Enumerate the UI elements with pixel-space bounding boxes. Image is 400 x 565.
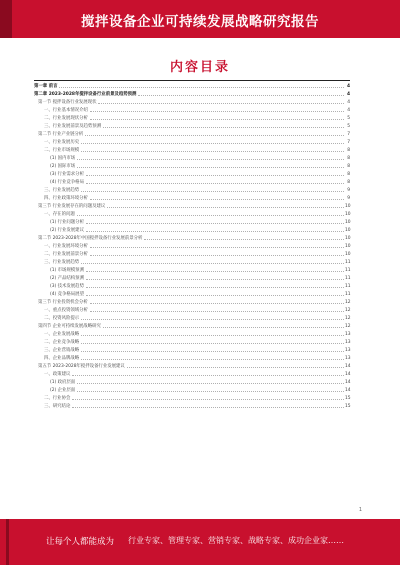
toc-entry-page: 12 xyxy=(345,307,351,313)
toc-entry-page: 14 xyxy=(345,387,351,393)
toc-leader-dots xyxy=(86,183,344,184)
toc-entry[interactable] xyxy=(34,306,350,314)
toc-entry[interactable] xyxy=(34,394,350,402)
toc-entry-label: (4) 竞争格局展望 xyxy=(50,292,84,297)
toc-entry-label: (1) 国内市场 xyxy=(50,156,76,161)
toc-entry-label: (1) 市场规模预测 xyxy=(50,268,84,273)
toc-leader-dots xyxy=(77,391,344,392)
toc-entry[interactable] xyxy=(34,290,350,298)
toc-leader-dots xyxy=(77,167,344,168)
toc-entry-label: 二、行业协会 xyxy=(44,396,71,401)
toc-entry[interactable] xyxy=(34,266,350,274)
toc-entry-label: 三、行业发展趋势 xyxy=(44,260,80,265)
toc-entry-label: 第二章 2023-2028年搅拌设备行业前景及趋势预测 xyxy=(34,92,137,97)
table-of-contents xyxy=(34,82,350,410)
toc-leader-dots xyxy=(72,375,344,376)
toc-entry-page: 10 xyxy=(345,211,351,217)
toc-entry[interactable] xyxy=(34,146,350,154)
toc-entry-page: 8 xyxy=(347,147,350,153)
toc-entry[interactable] xyxy=(34,322,350,330)
toc-leader-dots xyxy=(90,111,344,112)
toc-entry-label: 二、行业市场规模 xyxy=(44,148,80,153)
toc-entry-label: 一、存在的问题 xyxy=(44,212,75,217)
toc-entry-page: 13 xyxy=(345,347,351,353)
toc-entry-page: 8 xyxy=(347,179,350,185)
toc-entry[interactable] xyxy=(34,162,350,170)
report-title: 搅拌设备企业可持续发展战略研究报告 xyxy=(81,14,319,30)
toc-entry[interactable] xyxy=(34,362,350,370)
toc-entry-label: 第二节 行业产业链分析 xyxy=(38,132,84,137)
toc-entry-label: 一、企业发展战略 xyxy=(44,332,80,337)
toc-entry-page: 8 xyxy=(347,155,350,161)
toc-leader-dots xyxy=(81,359,344,360)
toc-entry[interactable] xyxy=(34,154,350,162)
toc-entry[interactable] xyxy=(34,138,350,146)
toc-entry[interactable] xyxy=(34,330,350,338)
toc-leader-dots xyxy=(86,223,344,224)
toc-entry-label: 三、行业发展趋势 xyxy=(44,188,80,193)
toc-entry-page: 9 xyxy=(347,187,350,193)
toc-entry-label: 二、投资风险提示 xyxy=(44,316,80,321)
toc-entry-page: 5 xyxy=(347,123,350,129)
toc-entry[interactable] xyxy=(34,218,350,226)
toc-leader-dots xyxy=(98,103,344,104)
toc-entry[interactable] xyxy=(34,338,350,346)
toc-entry[interactable] xyxy=(34,234,350,242)
toc-entry-label: 一、行业发展环境分析 xyxy=(44,244,88,249)
toc-entry-page: 7 xyxy=(347,139,350,145)
toc-leader-dots xyxy=(81,351,344,352)
toc-entry-label: (2) 企业层面 xyxy=(50,388,76,393)
toc-leader-dots xyxy=(86,271,344,272)
toc-leader-dots xyxy=(86,287,344,288)
toc-entry[interactable] xyxy=(34,130,350,138)
toc-entry-page: 13 xyxy=(345,339,351,345)
toc-leader-dots xyxy=(86,279,344,280)
toc-entry-label: (4) 行业竞争格局 xyxy=(50,180,84,185)
report-header xyxy=(0,0,400,38)
toc-entry-label: 一、行业发展历史 xyxy=(44,140,80,145)
toc-entry-label: (3) 行业需求分析 xyxy=(50,172,84,177)
toc-entry-page: 10 xyxy=(345,251,351,257)
toc-entry-page: 5 xyxy=(347,115,350,121)
toc-entry-label: 一、重点投资领域分析 xyxy=(44,308,88,313)
toc-entry-label: 三、行业发展前景及趋势预测 xyxy=(44,124,102,129)
toc-top-rule xyxy=(34,80,350,81)
toc-entry[interactable] xyxy=(34,82,350,90)
toc-leader-dots xyxy=(90,255,344,256)
toc-entry-page: 4 xyxy=(347,99,350,105)
toc-entry-label: 一、政策建议 xyxy=(44,372,71,377)
toc-entry[interactable] xyxy=(34,298,350,306)
toc-entry-label: 第四节 企业可持续发展战略研究 xyxy=(38,324,101,329)
toc-entry[interactable] xyxy=(34,114,350,122)
toc-leader-dots xyxy=(90,119,344,120)
toc-entry[interactable] xyxy=(34,194,350,202)
toc-leader-dots xyxy=(103,327,344,328)
toc-leader-dots xyxy=(85,135,344,136)
toc-entry-label: 二、行业发展现状分析 xyxy=(44,116,88,121)
toc-entry-page: 11 xyxy=(345,275,351,281)
toc-entry-page: 10 xyxy=(345,243,351,249)
toc-entry-page: 14 xyxy=(345,363,351,369)
toc-entry[interactable] xyxy=(34,170,350,178)
toc-entry-label: (1) 政府层面 xyxy=(50,380,76,385)
toc-entry[interactable] xyxy=(34,242,350,250)
toc-entry-label: 三、企业营销战略 xyxy=(44,348,80,353)
toc-leader-dots xyxy=(72,399,344,400)
toc-entry-label: 第二节 2023-2028年中国搅拌设备行业发展前景分析 xyxy=(38,236,143,241)
toc-leader-dots xyxy=(107,207,344,208)
toc-title: 内容目录 xyxy=(169,60,230,75)
toc-leader-dots xyxy=(144,239,344,240)
toc-leader-dots xyxy=(77,215,344,216)
toc-entry[interactable] xyxy=(34,314,350,322)
toc-entry-page: 8 xyxy=(347,171,350,177)
toc-entry-label: (2) 国际市场 xyxy=(50,164,76,169)
toc-entry-page: 11 xyxy=(345,259,351,265)
toc-leader-dots xyxy=(81,335,344,336)
toc-leader-dots xyxy=(86,295,344,296)
toc-entry-label: 四、行业政策环境分析 xyxy=(44,196,88,201)
report-footer xyxy=(0,519,400,565)
toc-entry-page: 11 xyxy=(345,283,351,289)
toc-leader-dots xyxy=(81,343,344,344)
toc-entry-page: 12 xyxy=(345,315,351,321)
toc-entry-label: (2) 行业发展建议 xyxy=(50,228,84,233)
footer-slogan-left: 让每个人都能成为 xyxy=(46,537,115,547)
toc-entry-label: 第一章 前言 xyxy=(34,84,58,89)
toc-entry-label: 第五节 2023-2028年搅拌设备行业发展建议 xyxy=(38,364,125,369)
toc-leader-dots xyxy=(127,367,344,368)
toc-entry-page: 9 xyxy=(347,195,350,201)
toc-entry[interactable] xyxy=(34,274,350,282)
toc-leader-dots xyxy=(77,383,344,384)
toc-entry-page: 15 xyxy=(345,403,351,409)
toc-entry-page: 4 xyxy=(346,91,350,97)
toc-leader-dots xyxy=(86,231,344,232)
toc-entry[interactable] xyxy=(34,250,350,258)
toc-entry-page: 7 xyxy=(347,131,350,137)
toc-entry-page: 4 xyxy=(346,83,350,89)
toc-entry[interactable] xyxy=(34,354,350,362)
toc-leader-dots xyxy=(103,127,344,128)
page-number: 1 xyxy=(358,507,362,513)
toc-entry-label: 三、研究结论 xyxy=(44,404,71,409)
toc-leader-dots xyxy=(86,175,344,176)
toc-leader-dots xyxy=(59,87,344,88)
toc-entry-page: 12 xyxy=(345,299,351,305)
toc-leader-dots xyxy=(81,151,344,152)
toc-entry-page: 11 xyxy=(345,267,351,273)
toc-entry-page: 10 xyxy=(345,227,351,233)
toc-entry-label: (3) 技术发展趋势 xyxy=(50,284,84,289)
toc-leader-dots xyxy=(81,191,344,192)
toc-entry[interactable] xyxy=(34,210,350,218)
toc-leader-dots xyxy=(81,143,344,144)
toc-entry-label: (2) 产品结构预测 xyxy=(50,276,84,281)
toc-entry[interactable] xyxy=(34,202,350,210)
toc-entry-page: 8 xyxy=(347,163,350,169)
toc-entry-label: 第三节 行业投资机会分析 xyxy=(38,300,88,305)
toc-entry-page: 4 xyxy=(347,107,350,113)
toc-entry-page: 10 xyxy=(345,203,351,209)
toc-entry-label: 二、行业发展前景分析 xyxy=(44,252,88,257)
toc-entry-label: (1) 行业问题分析 xyxy=(50,220,84,225)
toc-leader-dots xyxy=(90,199,344,200)
footer-bar xyxy=(6,519,9,565)
toc-entry[interactable] xyxy=(34,98,350,106)
toc-entry[interactable] xyxy=(34,90,350,98)
toc-entry[interactable] xyxy=(34,402,350,410)
toc-entry[interactable] xyxy=(34,106,350,114)
toc-entry[interactable] xyxy=(34,178,350,186)
toc-entry-label: 一、行业基本情况介绍 xyxy=(44,108,88,113)
toc-entry[interactable] xyxy=(34,226,350,234)
toc-entry[interactable] xyxy=(34,258,350,266)
toc-leader-dots xyxy=(90,247,344,248)
toc-entry[interactable] xyxy=(34,186,350,194)
toc-entry-page: 14 xyxy=(345,371,351,377)
toc-entry-page: 13 xyxy=(345,331,351,337)
toc-entry[interactable] xyxy=(34,370,350,378)
toc-leader-dots xyxy=(138,95,344,96)
toc-entry[interactable] xyxy=(34,386,350,394)
toc-entry-page: 13 xyxy=(345,355,351,361)
toc-leader-dots xyxy=(77,159,344,160)
toc-leader-dots xyxy=(81,263,344,264)
toc-entry-label: 四、企业品牌战略 xyxy=(44,356,80,361)
toc-entry-page: 10 xyxy=(345,219,351,225)
toc-leader-dots xyxy=(90,303,344,304)
toc-entry[interactable] xyxy=(34,378,350,386)
toc-entry[interactable] xyxy=(34,346,350,354)
toc-entry-page: 11 xyxy=(345,291,351,297)
toc-entry-page: 12 xyxy=(345,323,351,329)
toc-entry-page: 10 xyxy=(345,235,351,241)
toc-entry-label: 二、企业竞争战略 xyxy=(44,340,80,345)
toc-entry[interactable] xyxy=(34,282,350,290)
toc-entry-page: 15 xyxy=(345,395,351,401)
toc-entry-page: 14 xyxy=(345,379,351,385)
footer-slogan-right: 行业专家、管理专家、营销专家、战略专家、成功企业家…… xyxy=(128,536,344,545)
toc-entry-label: 第三节 行业发展存在的问题及建议 xyxy=(38,204,106,209)
toc-leader-dots xyxy=(90,311,344,312)
toc-entry[interactable] xyxy=(34,122,350,130)
toc-leader-dots xyxy=(72,407,344,408)
toc-entry-label: 第一节 搅拌设备行业发展现状 xyxy=(38,100,97,105)
toc-leader-dots xyxy=(81,319,344,320)
